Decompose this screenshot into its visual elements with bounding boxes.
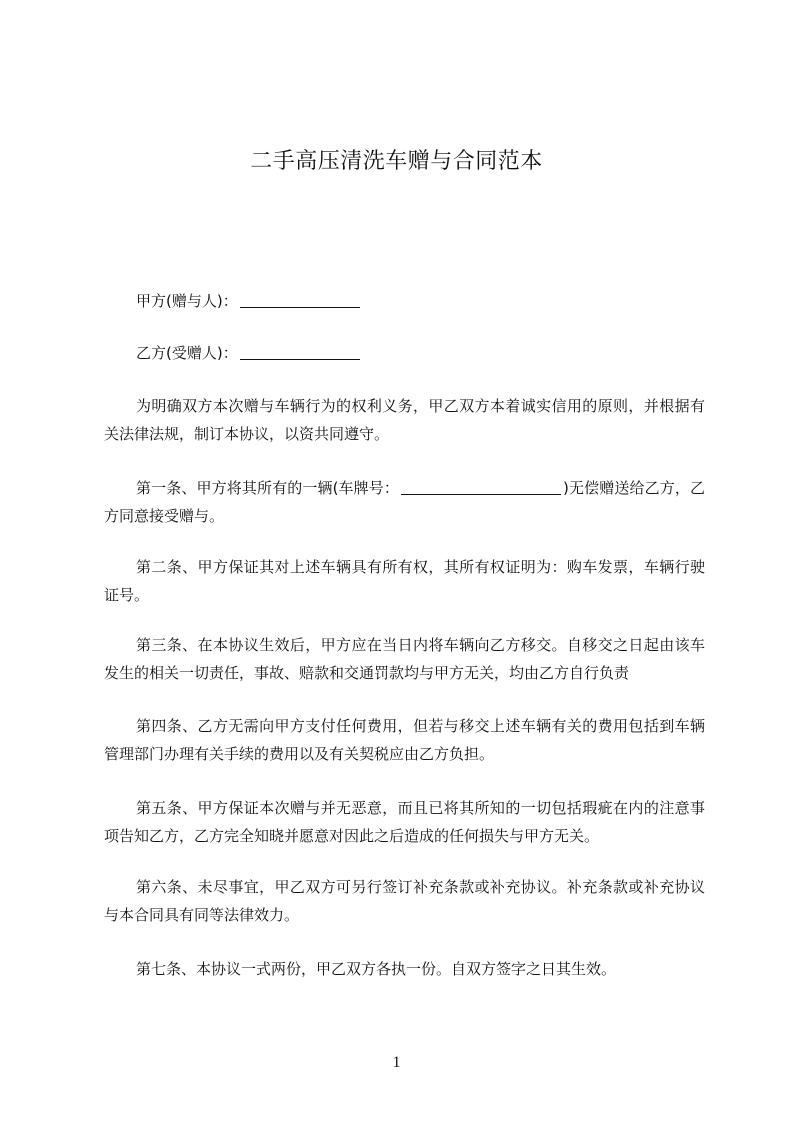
party-a-label: 甲方(赠与人)：	[136, 292, 238, 310]
party-b-blank	[240, 343, 360, 360]
party-b-line	[136, 339, 737, 367]
article-2: 第二条、甲方保证其对上述车辆具有所有权，其所有权证明为：购车发票，车辆行驶证号。	[104, 558, 705, 604]
article-1	[104, 474, 705, 530]
party-a-blank	[240, 291, 360, 308]
article-5: 第五条、甲方保证本次赠与并无恶意，而且已将其所知的一切包括瑕疵在内的注意事项告知乙方，乙方完全知晓并愿意对因此之后造成的任何损失与甲方无关。	[104, 799, 705, 845]
article-3: 第三条、在本协议生效后，甲方应在当日内将车辆向乙方移交。自移交之日起由该车发生的相关一切责任，事故、赔款和交通罚款均与甲方无关，均由乙方自行负责	[104, 636, 705, 682]
document-title: 二手高压清洗车赠与合同范本	[250, 149, 543, 174]
intro-paragraph: 为明确双方本次赠与车辆行为的权利义务，甲乙双方本着诚实信用的原则，并根据有关法律法规，制订本协议，以资共同遵守。	[104, 397, 705, 443]
article-1-text-before: 第一条、甲方将其所有的一辆(车牌号：	[136, 479, 400, 497]
page-number: 1	[392, 1054, 401, 1071]
article-1-text-after: )无偿赠送给乙方，乙方同意接受赠与。	[104, 479, 705, 525]
article-4: 第四条、乙方无需向甲方支付任何费用，但若与移交上述车辆有关的费用包括到车辆管理部门办理有关手续的费用以及有关契税应由乙方负担。	[104, 717, 705, 763]
plate-number-blank	[401, 478, 561, 495]
party-a-line	[136, 287, 737, 315]
article-6: 第六条、未尽事宜，甲乙双方可另行签订补充条款或补充协议。补充条款或补充协议与本合同具有同等法律效力。	[104, 878, 705, 924]
party-b-label: 乙方(受赠人)：	[136, 344, 238, 362]
article-7: 第七条、本协议一式两份，甲乙双方各执一份。自双方签字之日其生效。	[136, 960, 617, 978]
